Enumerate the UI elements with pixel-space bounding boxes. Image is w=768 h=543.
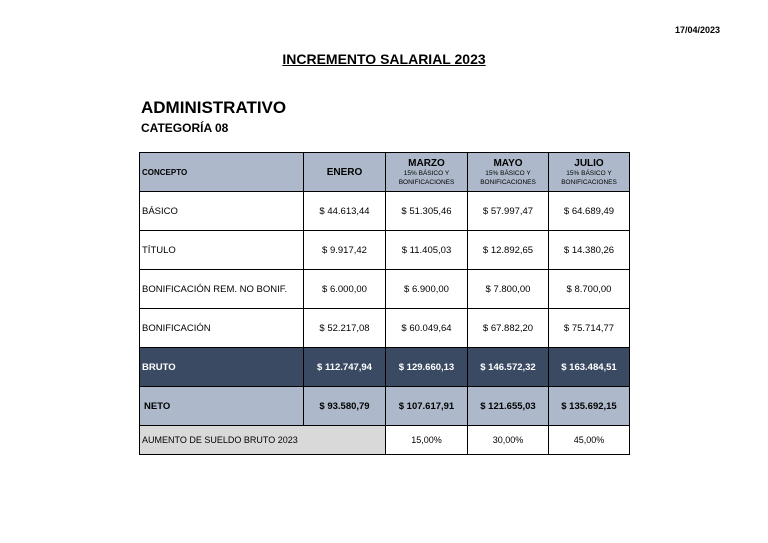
cell-value: $ 11.405,03	[386, 231, 468, 270]
cell-value: $ 6.900,00	[386, 270, 468, 309]
cell-value: $ 146.572,32	[468, 348, 549, 387]
cell-value: $ 51.305,46	[386, 192, 468, 231]
cell-value: $ 44.613,44	[304, 192, 386, 231]
table-row-bruto	[140, 348, 630, 387]
cell-value: $ 12.892,65	[468, 231, 549, 270]
cell-value: $ 112.747,94	[304, 348, 386, 387]
table-row-aumento	[140, 426, 630, 455]
cell-value: $ 93.580,79	[304, 387, 386, 426]
month-header-marzo	[386, 153, 468, 192]
concept-header: CONCEPTO	[140, 153, 304, 192]
month-subtitle-line1: 15% BÁSICO Y	[403, 169, 450, 177]
cell-value: 45,00%	[549, 426, 630, 455]
month-subtitle-line2: BONIFICACIONES	[398, 178, 455, 186]
row-label: NETO	[140, 387, 304, 426]
month-name: JULIO	[574, 157, 604, 169]
row-label: TÍTULO	[140, 231, 304, 270]
cell-value: $ 14.380,26	[549, 231, 630, 270]
month-name: ENERO	[326, 166, 363, 178]
cell-value: $ 52.217,08	[304, 309, 386, 348]
month-header-julio	[549, 153, 630, 192]
cell-value: $ 107.617,91	[386, 387, 468, 426]
category-title: CATEGORÍA 08	[141, 121, 229, 135]
table-row-titulo	[140, 231, 630, 270]
cell-value: 15,00%	[386, 426, 468, 455]
cell-value: $ 75.714,77	[549, 309, 630, 348]
document-title-text: INCREMENTO SALARIAL 2023	[282, 51, 486, 67]
document-title	[0, 51, 768, 69]
table-row-neto	[140, 387, 630, 426]
month-header-mayo	[468, 153, 549, 192]
cell-value: $ 8.700,00	[549, 270, 630, 309]
cell-value: $ 129.660,13	[386, 348, 468, 387]
cell-value: $ 121.655,03	[468, 387, 549, 426]
cell-value: $ 7.800,00	[468, 270, 549, 309]
section-title: ADMINISTRATIVO	[141, 98, 287, 117]
salary-table	[139, 152, 630, 455]
table-row-basico	[140, 192, 630, 231]
cell-value: $ 67.882,20	[468, 309, 549, 348]
cell-value: $ 64.689,49	[549, 192, 630, 231]
cell-value: $ 6.000,00	[304, 270, 386, 309]
cell-value: $ 60.049,64	[386, 309, 468, 348]
month-subtitle-line2: BONIFICACIONES	[561, 178, 617, 186]
table-row-bonificacion	[140, 309, 630, 348]
document-date: 17/04/2023	[674, 25, 720, 35]
month-subtitle-line1: 15% BÁSICO Y	[485, 169, 531, 177]
table-header-row	[140, 153, 630, 192]
cell-value: $ 57.997,47	[468, 192, 549, 231]
row-label: BÁSICO	[140, 192, 304, 231]
cell-value: $ 135.692,15	[549, 387, 630, 426]
month-name: MARZO	[408, 157, 445, 169]
cell-value: $ 9.917,42	[304, 231, 386, 270]
month-subtitle-line1: 15% BÁSICO Y	[566, 169, 612, 177]
table-row-bonificacion-rem	[140, 270, 630, 309]
month-header-enero	[304, 153, 386, 192]
row-label: BRUTO	[140, 348, 304, 387]
row-label: BONIFICACIÓN	[140, 309, 304, 348]
row-label: AUMENTO DE SUELDO BRUTO 2023	[140, 426, 386, 455]
cell-value: 30,00%	[468, 426, 549, 455]
cell-value: $ 163.484,51	[549, 348, 630, 387]
month-name: MAYO	[493, 157, 523, 169]
month-subtitle-line2: BONIFICACIONES	[480, 178, 536, 186]
row-label: BONIFICACIÓN REM. NO BONIF.	[140, 270, 304, 309]
